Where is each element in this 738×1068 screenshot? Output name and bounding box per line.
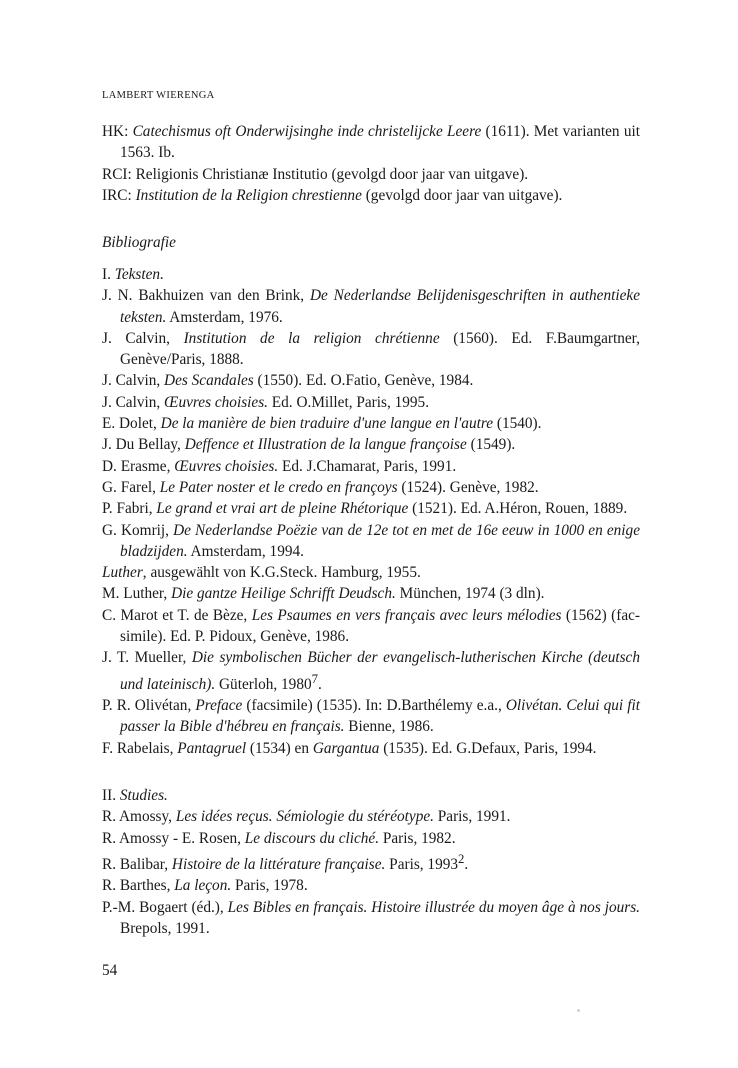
bib-entry: D. Erasme, Œuvres choisies. Ed. J.Chamarat, Paris, 1991.	[102, 457, 457, 475]
bib-entry: Luther, ausgewählt von K.G.Steck. Hamburg, 1955.	[102, 564, 421, 582]
bib-entry: M. Luther, Die gantze Heilige Schrifft Deudsch. München, 1974 (3 dln).	[102, 585, 545, 603]
scan-speck	[577, 1009, 580, 1012]
bib-entry: P.-M. Bogaert (éd.), Les Bibles en français. Histoire illustrée du moyen âge à nos jours. Brepols, 1991.	[102, 898, 640, 937]
abbreviation-hk: HK: Catechismus oft Onderwijsinghe inde christelijcke Leere (1611). Met varianten uit 1563. Ib.	[102, 123, 640, 162]
abbreviation-list	[102, 121, 640, 206]
bib-entry: R. Barthes, La leçon. Paris, 1978.	[102, 877, 308, 895]
studies-heading: II. Studies.	[102, 787, 168, 804]
running-head: LAMBERT WIERENGA	[102, 90, 215, 101]
bib-entry: C. Marot et T. de Bèze, Les Psaumes en vers français avec leurs mélodies (1562) (fac-simile). Ed. P. Pidoux, Genève, 1986.	[102, 606, 640, 646]
bib-entry: P. R. Olivétan, Preface (facsimile) (1535). In: D.Barthélemy e.a., Olivétan. Celui qui fit passer la Bible d'hébreu en français. Bienne, 1986.	[102, 697, 640, 736]
bib-entry: G. Farel, Le Pater noster et le credo en françoys (1524). Genève, 1982.	[102, 478, 539, 496]
bib-entry: J. Du Bellay, Deffence et Illustration de la langue françoise (1549).	[102, 436, 516, 454]
bib-entry: R. Balibar, Histoire de la littérature française. Paris, 1993$^2$.	[102, 851, 469, 873]
bibliography-heading: Bibliografie	[102, 234, 176, 251]
bib-entry: P. Fabri, Le grand et vrai art de pleine Rhétorique (1521). Ed. A.Héron, Rouen, 1889.	[102, 500, 628, 518]
bib-entry: R. Amossy, Les idées reçus. Sémiologie du stéréotype. Paris, 1991.	[102, 808, 511, 826]
bib-entry: J. Calvin, Œuvres choisies. Ed. O.Millet, Paris, 1995.	[102, 393, 430, 411]
abbreviation-irc: IRC: Institution de la Religion chrestienne (gevolgd door jaar van uitgave).	[102, 186, 563, 204]
bib-entry: E. Dolet, De la manière de bien traduire d'une langue en l'autre (1540).	[102, 415, 542, 433]
bib-entry: J. Calvin, Institution de la religion chrétienne (1560). Ed. F.Baumgartner, Genève/Paris, 1888.	[102, 329, 640, 369]
bib-entry: J. Calvin, Des Scandales (1550). Ed. O.Fatio, Genève, 1984.	[102, 372, 474, 390]
bib-entry: R. Amossy - E. Rosen, Le discours du cliché. Paris, 1982.	[102, 829, 456, 847]
abbreviation-rci: RCI: Religionis Christianæ Institutio (gevolgd door jaar van uitgave).	[102, 165, 529, 183]
page-number: 54	[102, 962, 118, 979]
bib-entry: F. Rabelais, Pantagruel (1534) en Gargantua (1535). Ed. G.Defaux, Paris, 1994.	[102, 739, 597, 757]
teksten-heading: I. Teksten.	[102, 266, 164, 283]
teksten-section	[102, 264, 640, 759]
bib-entry: G. Komrij, De Nederlandse Poëzie van de 12e tot en met de 16e eeuw in 1000 en enige bladzijden. Amsterdam, 1994.	[102, 521, 640, 560]
studies-section	[102, 785, 640, 939]
bib-entry: J. N. Bakhuizen van den Brink, De Nederlandse Belijdenisgeschriften in authentieke teksten. Amsterdam, 1976.	[102, 287, 640, 326]
bib-entry: J. T. Mueller, Die symbolischen Bücher der evangelisch-lutherischen Kirche (deutsch und lateinisch). Güterloh, 1980$^7$.	[102, 649, 640, 693]
